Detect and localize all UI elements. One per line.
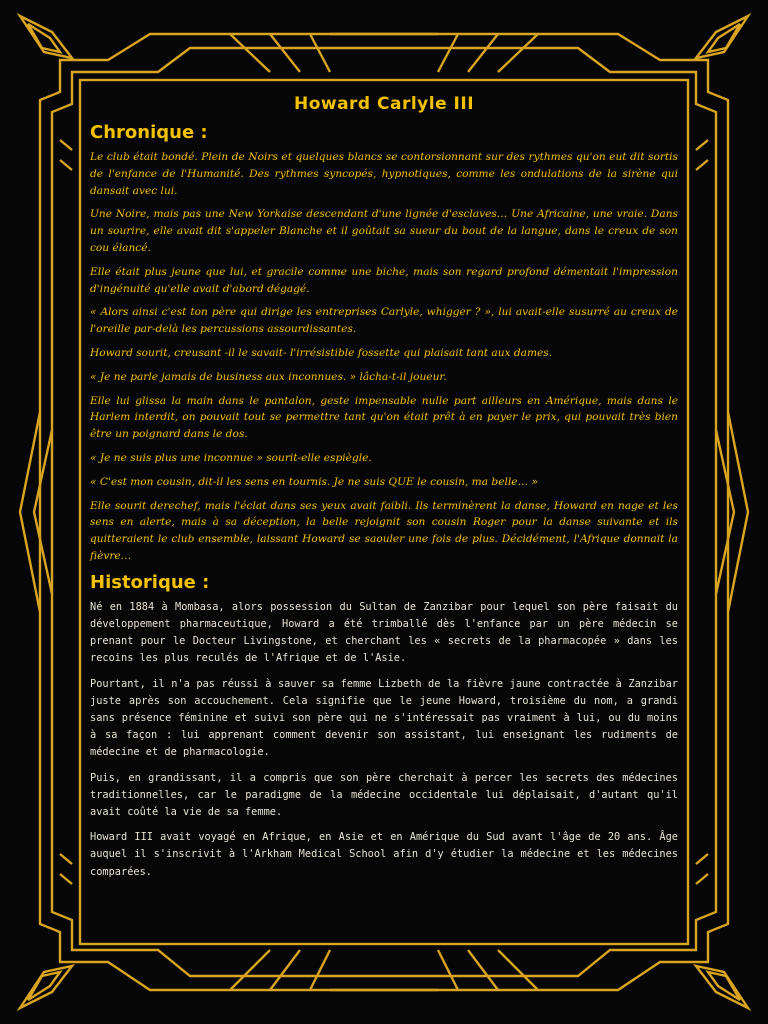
corner-ornament-top-right — [696, 16, 748, 58]
corner-ornament-bottom-right — [696, 966, 748, 1008]
page-title: Howard Carlyle III — [293, 94, 475, 114]
historique-paragraph: Puis, en grandissant, il a compris que son père cherchait à percer les secrets des médecines traditionnelles, car le paradigme de la médecine occidentale lui déplaisait, d'autant qu'il avait coûté la vie de sa femme. — [90, 771, 678, 818]
chronique-paragraph: Le club était bondé. Plein de Noirs et quelques blancs se contorsionnant sur des rythmes qu'on eut dit sortis de l'enfance de l'Humanité. Des rythmes syncopés, hypnotiques, comme les ondulations de la sirène qui dansait avec lui. — [90, 151, 678, 197]
document-content — [90, 94, 678, 889]
corner-ornament-bottom-left — [20, 966, 72, 1008]
historique-paragraph: Né en 1884 à Mombasa, alors possession du Sultan de Zanzibar pour lequel son père faisait du développement pharmaceutique, Howard a été trimballé dès l'enfance par un père médecin se prenant pour le Docteur Livingstone, et cherchant les « secrets de la pharmacopée » dans les recoins les plus reculés de l'Afrique et de l'Asie. — [90, 600, 678, 665]
historique-paragraph: Pourtant, il n'a pas réussi à sauver sa femme Lizbeth de la fièvre jaune contractée à Zanzibar juste après son accouchement. Cela signifie que le jeune Howard, troisième du nom, a grandi sans présence féminine et suivi son père qui ne s'intéressait pas vraiment à lui, ou du moins à sa façon : lui apprenant comment devenir son assistant, lui enseignant les rudiments de médecine et de pharmacologie. — [90, 677, 678, 759]
chronique-paragraph: Elle était plus jeune que lui, et gracile comme une biche, mais son regard profond démentait l'impression d'ingénuité qu'elle avait d'abord dégagé. — [90, 265, 678, 295]
section-heading-chronique: Chronique : — [90, 122, 208, 143]
chronique-paragraph: « Alors ainsi c'est ton père qui dirige les entreprises Carlyle, whigger ? », lui avait-elle susurré au creux de l'oreille par-delà les percussions assourdissantes. — [90, 306, 678, 336]
corner-ornament-top-left — [20, 16, 72, 58]
chronique-paragraph: Une Noire, mais pas une New Yorkaise descendant d'une lignée d'esclaves… Une Africaine, une vraie. Dans un sourire, elle avait dit s'appeler Blanche et il goûtait sa sueur du bout de la langue, dans le creux de son cou élancé. — [90, 208, 678, 254]
chronique-section — [90, 149, 678, 565]
chronique-paragraph: « C'est mon cousin, dit-il les sens en tournis. Je ne suis QUE le cousin, ma belle… » — [90, 475, 538, 488]
chronique-paragraph: Howard sourit, creusant -il le savait- l'irrésistible fossette qui plaisait tant aux dames. — [90, 346, 553, 359]
historique-section — [90, 599, 678, 881]
chronique-paragraph: Elle lui glissa la main dans le pantalon, geste impensable nulle part ailleurs en Amérique, mais dans le Harlem interdit, on pouvait tout se permettre tant qu'on était prêt à en payer le prix, qui pouvait très bien être un poignard dans le dos. — [90, 394, 678, 441]
chronique-paragraph: « Je ne suis plus une inconnue » sourit-elle espiègle. — [90, 451, 372, 464]
section-heading-historique: Historique : — [90, 571, 210, 593]
chronique-paragraph: « Je ne parle jamais de business aux inconnues. » lâcha-t-il joueur. — [90, 370, 447, 383]
historique-paragraph: Howard III avait voyagé en Afrique, en Asie et en Amérique du Sud avant l'âge de 20 ans. Âge auquel il s'inscrivit à l'Arkham Medical School afin d'y étudier la médecine et les médecines comparées. — [90, 831, 678, 878]
chronique-paragraph: Elle sourit derechef, mais l'éclat dans ses yeux avait faibli. Ils terminèrent la danse, Howard en nage et les sens en alerte, mais à sa déception, la belle rejoignit son cousin Roger pour la danse suivante et ils quitteraient le club ensemble, laissant Howard se saouler une fois de plus. Décidément, l'Afrique donnait la fièvre… — [90, 499, 678, 562]
